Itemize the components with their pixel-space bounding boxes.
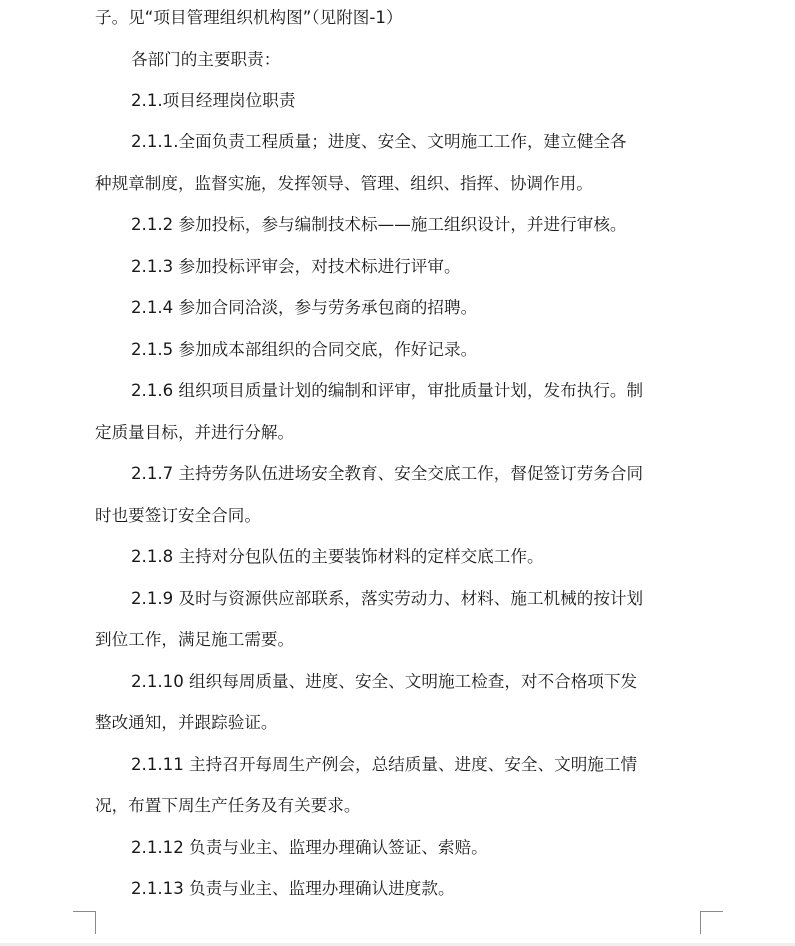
text-line-2-1-1-cont: 种规章制度，监督实施，发挥领导、管理、组织、指挥、协调作用。 [95, 174, 593, 193]
text-line-section-2-1: 2.1.项目经理岗位职责 [131, 91, 296, 110]
text-line-2-1-11: 2.1.11 主持召开每周生产例会，总结质量、进度、安全、文明施工情 [131, 755, 638, 774]
text-line-2-1-13: 2.1.13 负责与业主、监理办理确认进度款。 [131, 879, 455, 898]
text-line-2-1-10-cont: 整改通知，并跟踪验证。 [95, 713, 278, 732]
text-line-2-1-1: 2.1.1.全面负责工程质量；进度、安全、文明施工工作，建立健全各 [131, 132, 627, 151]
text-line-heading-departments: 各部门的主要职责： [131, 50, 281, 69]
text-line-continuation: 子。见“项目管理组织机构图”（见附图-1） [95, 8, 403, 27]
text-line-2-1-10: 2.1.10 组织每周质量、进度、安全、文明施工检查，对不合格项下发 [131, 672, 638, 691]
text-line-2-1-4: 2.1.4 参加合同洽淡，参与劳务承包商的招聘。 [131, 298, 478, 317]
text-line-2-1-11-cont: 况，布置下周生产任务及有关要求。 [95, 796, 361, 815]
text-line-2-1-12: 2.1.12 负责与业主、监理办理确认签证、索赔。 [131, 838, 488, 857]
text-line-2-1-7: 2.1.7 主持劳务队伍进场安全教育、安全交底工作，督促签订劳务合同 [131, 464, 644, 483]
text-line-2-1-9: 2.1.9 及时与资源供应部联系，落实劳动力、材料、施工机械的按计划 [131, 589, 644, 608]
text-line-2-1-6: 2.1.6 组织项目质量计划的编制和评审，审批质量计划，发布执行。制 [131, 381, 644, 400]
text-line-2-1-2: 2.1.2 参加投标，参与编制技术标——施工组织设计，并进行审核。 [131, 215, 627, 234]
text-line-2-1-7-cont: 时也要签订安全合同。 [95, 506, 261, 525]
text-line-2-1-6-cont: 定质量目标，并进行分解。 [95, 423, 295, 442]
text-line-2-1-9-cont: 到位工作，满足施工需要。 [95, 630, 295, 649]
text-line-2-1-3: 2.1.3 参加投标评审会，对技术标进行评审。 [131, 257, 461, 276]
text-line-2-1-5: 2.1.5 参加成本部组织的合同交底，作好记录。 [131, 340, 478, 359]
page-margin-corner-left [73, 911, 96, 934]
page-margin-corner-right [700, 911, 723, 934]
text-line-2-1-8: 2.1.8 主持对分包队伍的主要装饰材料的定样交底工作。 [131, 547, 544, 566]
